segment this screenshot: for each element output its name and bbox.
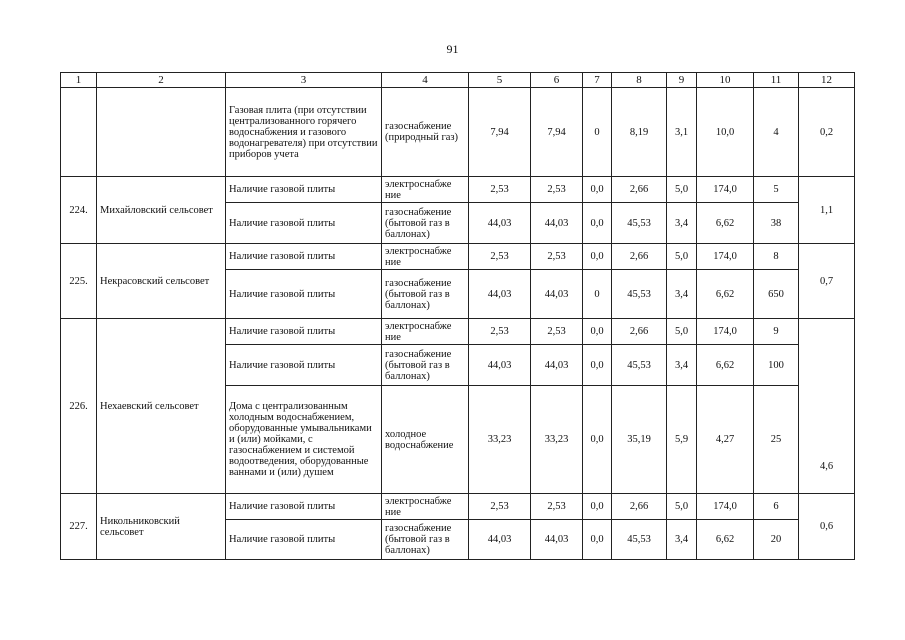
cell-value: 0,0 <box>583 244 612 270</box>
cell-value: 7,94 <box>469 88 531 177</box>
cell-value: 2,66 <box>612 319 667 345</box>
cell-value: 6,62 <box>697 203 754 244</box>
cell-value: 20 <box>754 520 799 560</box>
cell-value: 25 <box>754 386 799 494</box>
header-cell: 1 <box>61 73 97 88</box>
page-number: 91 <box>446 42 459 56</box>
cell-value: 44,03 <box>469 520 531 560</box>
cell-value: 2,53 <box>469 244 531 270</box>
cell-value: 44,03 <box>469 270 531 319</box>
row-number: 225. <box>61 244 97 319</box>
cell-value: 0,0 <box>583 177 612 203</box>
municipality-name: Никольниковский сельсовет <box>97 494 226 560</box>
header-cell: 5 <box>469 73 531 88</box>
cell-value: 0,6 <box>799 494 855 560</box>
cell-value: 6,62 <box>697 520 754 560</box>
cell-value: 6,62 <box>697 345 754 386</box>
cell-value: 2,53 <box>531 177 583 203</box>
cell-value: 2,53 <box>531 494 583 520</box>
cell-value: 174,0 <box>697 319 754 345</box>
table-row <box>61 319 855 345</box>
cell-value: 2,53 <box>469 319 531 345</box>
row-number: 227. <box>61 494 97 560</box>
table-row <box>61 244 855 270</box>
header-cell: 4 <box>382 73 469 88</box>
cell-value: 8 <box>754 244 799 270</box>
municipality-name <box>97 88 226 177</box>
cell-value: 0,0 <box>583 494 612 520</box>
cell-value: 0 <box>583 88 612 177</box>
header-cell: 11 <box>754 73 799 88</box>
cell-value: 45,53 <box>612 520 667 560</box>
cell-value: 6 <box>754 494 799 520</box>
cell-value: 44,03 <box>531 520 583 560</box>
cell-value: 38 <box>754 203 799 244</box>
cell-value: 6,62 <box>697 270 754 319</box>
row-number: 226. <box>61 319 97 494</box>
service-type: холодное водоснабжение <box>382 386 469 494</box>
cell-value: 0,7 <box>799 244 855 319</box>
cell-value: 2,66 <box>612 494 667 520</box>
cell-value: 0 <box>583 270 612 319</box>
cell-value: 9 <box>754 319 799 345</box>
cell-value: 33,23 <box>531 386 583 494</box>
cell-value: 174,0 <box>697 494 754 520</box>
cell-value: 3,4 <box>667 345 697 386</box>
category-description: Наличие газовой плиты <box>226 177 382 203</box>
service-type: электроснабже ние <box>382 177 469 203</box>
cell-value: 5 <box>754 177 799 203</box>
cell-value: 650 <box>754 270 799 319</box>
category-description: Наличие газовой плиты <box>226 494 382 520</box>
header-cell: 6 <box>531 73 583 88</box>
cell-value: 44,03 <box>469 203 531 244</box>
cell-value: 3,4 <box>667 520 697 560</box>
service-type: газоснабжение (бытовой газ в баллонах) <box>382 203 469 244</box>
cell-value: 0,0 <box>583 203 612 244</box>
row-number: 224. <box>61 177 97 244</box>
cell-value: 4 <box>754 88 799 177</box>
category-description: Газовая плита (при отсутствии централизованного горячего водоснабжения и газового водонагревателя) при отсутствии приборов учета <box>226 88 382 177</box>
category-description: Наличие газовой плиты <box>226 270 382 319</box>
cell-value: 44,03 <box>531 203 583 244</box>
header-cell: 3 <box>226 73 382 88</box>
cell-value: 44,03 <box>531 270 583 319</box>
municipality-name: Михайловский сельсовет <box>97 177 226 244</box>
service-type: электроснабже ние <box>382 244 469 270</box>
header-cell: 8 <box>612 73 667 88</box>
cell-value: 3,4 <box>667 203 697 244</box>
cell-value: 2,53 <box>531 244 583 270</box>
header-row <box>61 73 855 88</box>
service-type: газоснабжение (бытовой газ в баллонах) <box>382 270 469 319</box>
table-row <box>61 88 855 177</box>
cell-value: 174,0 <box>697 177 754 203</box>
cell-value: 2,53 <box>469 494 531 520</box>
cell-value: 2,53 <box>531 319 583 345</box>
cell-value: 5,0 <box>667 319 697 345</box>
cell-value: 10,0 <box>697 88 754 177</box>
cell-value: 45,53 <box>612 345 667 386</box>
service-type: электроснабже ние <box>382 494 469 520</box>
cell-value: 2,66 <box>612 244 667 270</box>
municipality-name: Некрасовский сельсовет <box>97 244 226 319</box>
cell-value: 5,9 <box>667 386 697 494</box>
cell-value: 5,0 <box>667 244 697 270</box>
cell-value: 33,23 <box>469 386 531 494</box>
cell-value: 8,19 <box>612 88 667 177</box>
category-description: Наличие газовой плиты <box>226 244 382 270</box>
cell-value: 0,0 <box>583 520 612 560</box>
cell-value: 0,0 <box>583 319 612 345</box>
service-type: электроснабже ние <box>382 319 469 345</box>
cell-value: 45,53 <box>612 203 667 244</box>
cell-value: 44,03 <box>469 345 531 386</box>
cell-value: 174,0 <box>697 244 754 270</box>
cell-value: 4,6 <box>799 319 855 494</box>
cell-value: 0,0 <box>583 386 612 494</box>
cell-value: 2,66 <box>612 177 667 203</box>
cell-value: 3,4 <box>667 270 697 319</box>
header-cell: 2 <box>97 73 226 88</box>
header-cell: 9 <box>667 73 697 88</box>
table-row <box>61 177 855 203</box>
cell-value: 7,94 <box>531 88 583 177</box>
cell-value: 44,03 <box>531 345 583 386</box>
cell-value: 5,0 <box>667 177 697 203</box>
cell-value: 35,19 <box>612 386 667 494</box>
cell-value: 2,53 <box>469 177 531 203</box>
category-description: Наличие газовой плиты <box>226 203 382 244</box>
cell-value: 0,0 <box>583 345 612 386</box>
cell-value: 45,53 <box>612 270 667 319</box>
service-type: газоснабжение (природный газ) <box>382 88 469 177</box>
municipality-name: Нехаевский сельсовет <box>97 319 226 494</box>
cell-value: 0,2 <box>799 88 855 177</box>
cell-value: 4,27 <box>697 386 754 494</box>
category-description: Дома с централизованным холодным водоснабжением, оборудованные умывальниками и (или) мойками, с газоснабжением и системой водоотведения, оборудованные ваннами и (или) душем <box>226 386 382 494</box>
header-cell: 7 <box>583 73 612 88</box>
row-number <box>61 88 97 177</box>
category-description: Наличие газовой плиты <box>226 345 382 386</box>
category-description: Наличие газовой плиты <box>226 319 382 345</box>
table-row <box>61 494 855 520</box>
service-type: газоснабжение (бытовой газ в баллонах) <box>382 520 469 560</box>
cell-value: 1,1 <box>799 177 855 244</box>
cell-value: 100 <box>754 345 799 386</box>
cell-value: 5,0 <box>667 494 697 520</box>
cell-value: 3,1 <box>667 88 697 177</box>
header-cell: 10 <box>697 73 754 88</box>
service-type: газоснабжение (бытовой газ в баллонах) <box>382 345 469 386</box>
category-description: Наличие газовой плиты <box>226 520 382 560</box>
header-cell: 12 <box>799 73 855 88</box>
tariff-table <box>60 72 855 560</box>
